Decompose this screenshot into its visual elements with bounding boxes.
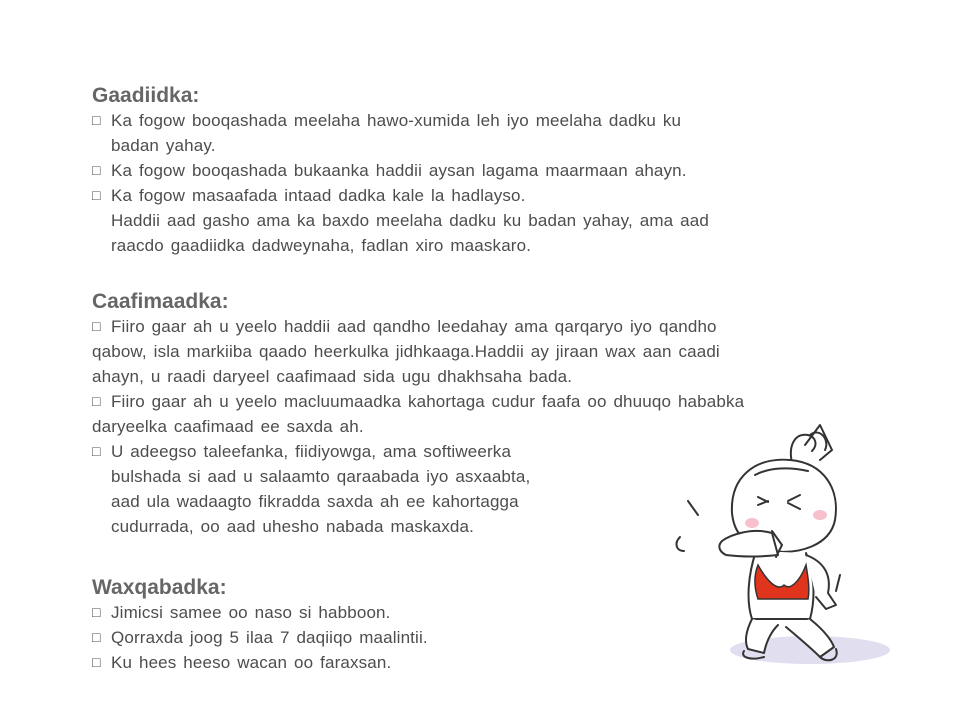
line-text: raacdo gaadiidka dadweynaha, fadlan xiro maaskaro. <box>111 236 532 255</box>
section-heading: Waxqabadka: <box>92 576 227 599</box>
text-line <box>92 439 744 464</box>
text-line <box>92 339 744 364</box>
text-line <box>92 208 709 233</box>
checkbox-bullet-icon: □ <box>92 443 101 459</box>
text-line <box>92 650 428 675</box>
text-line <box>92 233 709 258</box>
text-line <box>92 464 744 489</box>
section-heading: Caafimaadka: <box>92 290 229 313</box>
text-line <box>92 625 428 650</box>
text-line <box>92 389 744 414</box>
line-text: Ka fogow masaafada intaad dadka kale la hadlayso. <box>111 186 526 205</box>
line-text: cudurrada, oo aad uhesho nabada maskaxda. <box>111 517 475 536</box>
text-line <box>92 158 709 183</box>
checkbox-bullet-icon: □ <box>92 318 101 334</box>
line-text: Haddii aad gasho ama ka baxdo meelaha dadku ku badan yahay, ama aad <box>111 211 709 230</box>
checkbox-bullet-icon: □ <box>92 629 101 645</box>
text-line <box>92 314 744 339</box>
line-text: Ku hees heeso wacan oo faraxsan. <box>111 653 392 672</box>
section-lines <box>92 600 428 675</box>
line-text: Qorraxda joog 5 ilaa 7 daqiiqo maalintii. <box>111 628 428 647</box>
checkbox-bullet-icon: □ <box>92 187 101 203</box>
line-text: Fiiro gaar ah u yeelo haddii aad qandho leedahay ama qarqaryo iyo qandho <box>111 317 717 336</box>
line-text: qabow, isla markiiba qaado heerkulka jidhkaaga.Haddii ay jiraan wax aan caadi <box>92 342 720 361</box>
line-text: Ka fogow booqashada bukaanka haddii aysan lagama maarmaan ahayn. <box>111 161 687 180</box>
checkbox-bullet-icon: □ <box>92 162 101 178</box>
text-line <box>92 133 709 158</box>
text-line <box>92 414 744 439</box>
line-text: daryeelka caafimaad ee saxda ah. <box>92 417 364 436</box>
line-text: ahayn, u raadi daryeel caafimaad sida ugu dhakhsaha bada. <box>92 367 573 386</box>
line-text: Jimicsi samee oo naso si habboon. <box>111 603 391 622</box>
section-transport <box>92 84 709 258</box>
checkbox-bullet-icon: □ <box>92 112 101 128</box>
section-lines <box>92 314 744 539</box>
text-line <box>92 183 709 208</box>
text-line <box>92 600 428 625</box>
text-line <box>92 514 744 539</box>
coughing-child-illustration <box>660 405 900 675</box>
line-text: Fiiro gaar ah u yeelo macluumaadka kahortaga cudur faafa oo dhuuqo hababka <box>111 392 745 411</box>
checkbox-bullet-icon: □ <box>92 393 101 409</box>
checkbox-bullet-icon: □ <box>92 654 101 670</box>
section-lines <box>92 108 709 258</box>
section-heading: Gaadiidka: <box>92 84 200 107</box>
line-text: U adeegso taleefanka, fiidiyowga, ama softiweerka <box>111 442 512 461</box>
section-activities <box>92 576 428 675</box>
text-line <box>92 364 744 389</box>
checkbox-bullet-icon: □ <box>92 604 101 620</box>
section-health <box>92 290 744 539</box>
text-line <box>92 108 709 133</box>
line-text: bulshada si aad u salaamto qaraabada iyo asxaabta, <box>111 467 531 486</box>
line-text: badan yahay. <box>111 136 216 155</box>
line-text: Ka fogow booqashada meelaha hawo-xumida leh iyo meelaha dadku ku <box>111 111 682 130</box>
line-text: aad ula wadaagto fikradda saxda ah ee kahortagga <box>111 492 519 511</box>
text-line <box>92 489 744 514</box>
